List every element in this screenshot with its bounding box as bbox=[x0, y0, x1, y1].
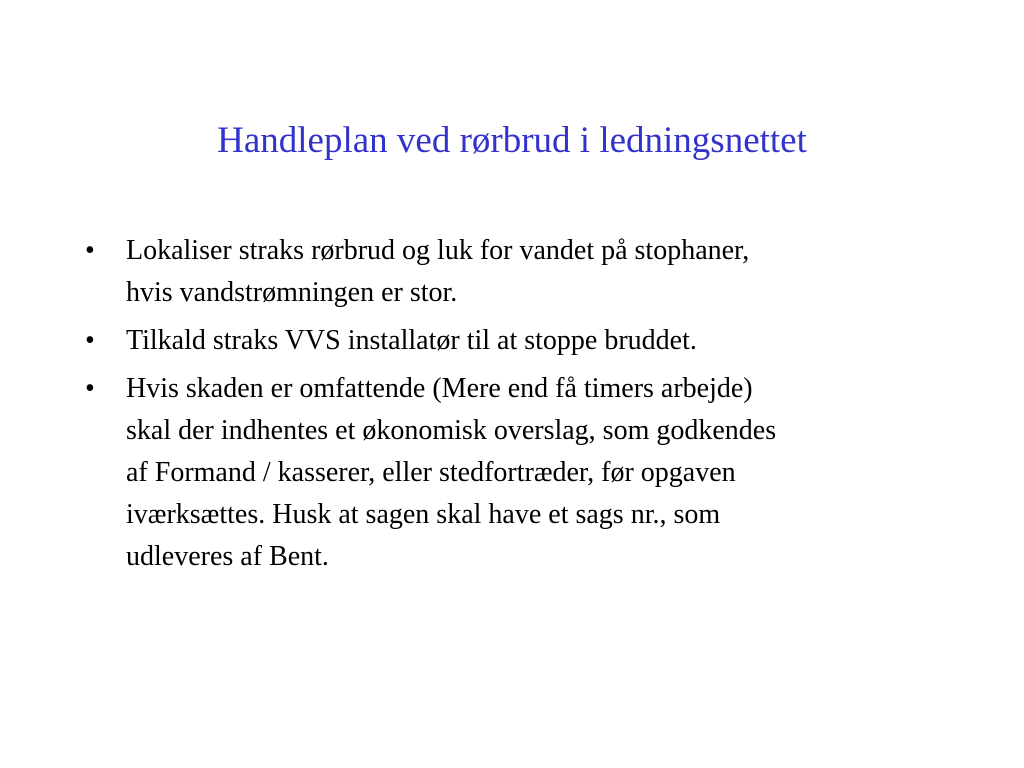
bullet-line: iværksættes. Husk at sagen skal have et sags nr., som bbox=[126, 499, 721, 530]
bullet-item bbox=[85, 230, 945, 314]
bullet-line: Lokaliser straks rørbrud og luk for vandet på stophaner, bbox=[126, 235, 750, 266]
bullet-line: udleveres af Bent. bbox=[126, 541, 329, 572]
bullet-list bbox=[85, 230, 945, 584]
bullet-line: Hvis skaden er omfattende (Mere end få timers arbejde) bbox=[126, 373, 753, 404]
slide-title: Handleplan ved rørbrud i ledningsnettet bbox=[217, 120, 807, 161]
bullet-icon: • bbox=[85, 373, 95, 404]
bullet-line: hvis vandstrømningen er stor. bbox=[126, 277, 458, 308]
bullet-line: af Formand / kasserer, eller stedfortræder, før opgaven bbox=[126, 457, 736, 488]
bullet-item bbox=[85, 368, 945, 578]
bullet-icon: • bbox=[85, 235, 95, 266]
bullet-line: skal der indhentes et økonomisk overslag, som godkendes bbox=[126, 415, 777, 446]
bullet-line: Tilkald straks VVS installatør til at stoppe bruddet. bbox=[126, 325, 697, 356]
bullet-icon: • bbox=[85, 325, 95, 356]
bullet-item bbox=[85, 320, 945, 362]
